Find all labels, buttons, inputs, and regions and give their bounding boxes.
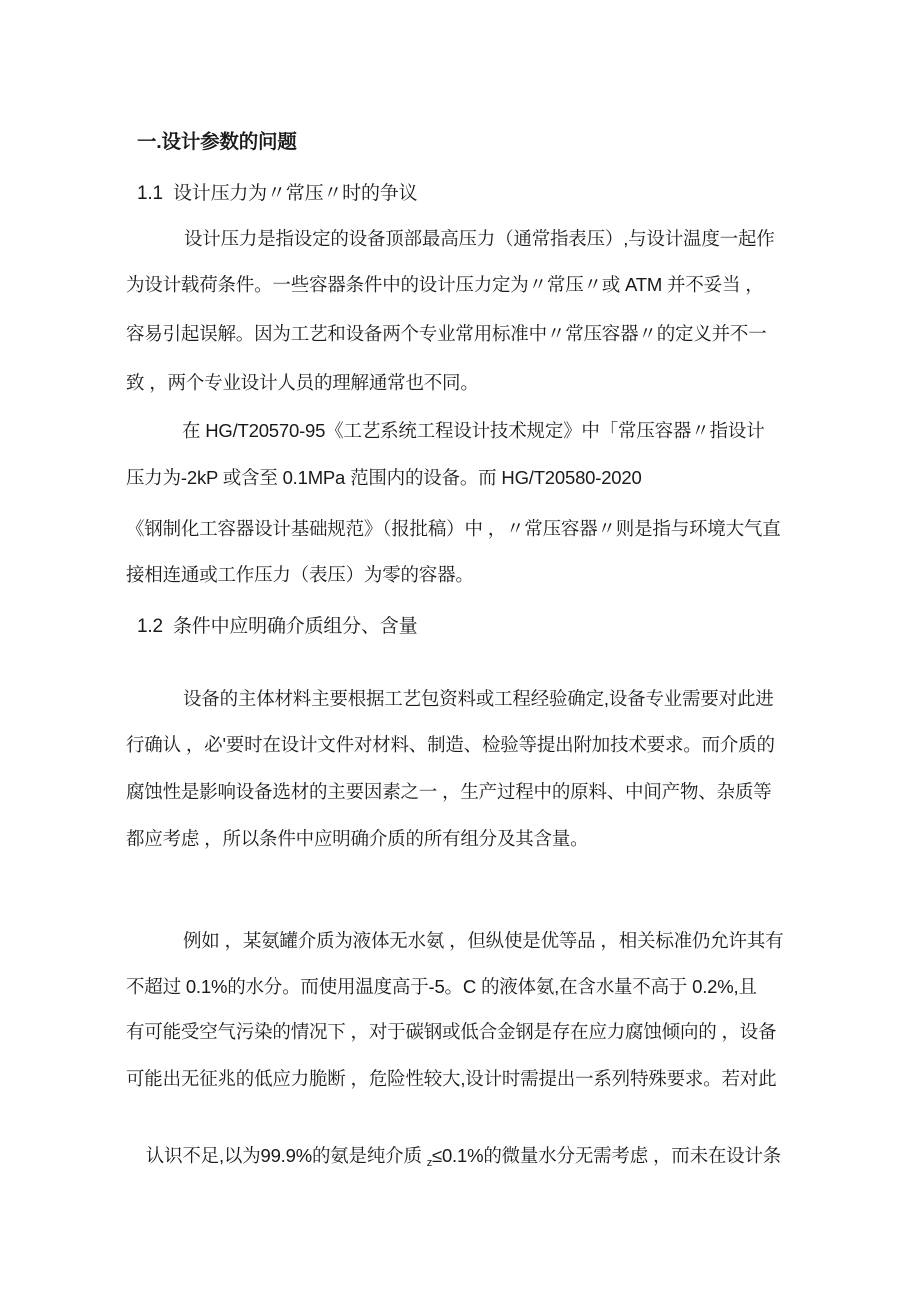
section-heading-1-2: 1.2 条件中应明确介质组分、含量 [137, 616, 418, 637]
paragraph-line: 为设计载荷条件。一些容器条件中的设计压力定为〃常压〃或 ATM 并不妥当 ， [126, 274, 764, 295]
paragraph-line: 《钢制化工容器设计基础规范》（报批稿）中 ，〃常压容器〃则是指与环境大气直 [126, 518, 781, 539]
paragraph-line: 腐蚀性是影响设备选材的主要因素之一 ，生产过程中的原料、中间产物、杂质等 [126, 781, 772, 802]
paragraph-line: 都应考虑 ，所以条件中应明确介质的所有组分及其含量。 [126, 828, 589, 849]
section-heading-1-1: 1.1 设计压力为〃常压〃时的争议 [137, 183, 418, 204]
paragraph-text-segment: ≤0.1%的微量水分无需考虑 ，而未在设计条 [432, 1145, 782, 1166]
paragraph-line: 容易引起误解。因为工艺和设备两个专业常用标准中〃常压容器〃的定义并不一 [126, 323, 767, 344]
paragraph-line: 设备的主体材料主要根据工艺包资料或工程经验确定,设备专业需要对此进 [183, 688, 774, 709]
paragraph-line: 例如 ，某氨罐介质为液体无水氨 ，但纵使是优等品 ，相关标准仍允许其有 [183, 930, 784, 951]
paragraph-line: 不超过 0.1%的水分。而使用温度高于-5。C 的液体氨,在含水量不高于 0.2%,且 [126, 976, 757, 997]
paragraph-line: 可能出无征兆的低应力脆断 ，危险性较大,设计时需提出一系列特殊要求。若对此 [126, 1068, 777, 1089]
paragraph-line: 接相连通或工作压力（表压）为零的容器。 [126, 564, 474, 585]
paragraph-line: 行确认 ，必'要时在设计文件对材料、制造、检验等提出附加技术要求。而介质的 [126, 734, 775, 755]
subscript-z: z [426, 1157, 433, 1169]
paragraph-line [126, 1118, 781, 1197]
paragraph-text-segment: 认识不足,以为99.9%的氨是纯介质 [145, 1145, 427, 1166]
paragraph-line: 设计压力是指设定的设备顶部最高压力（通常指表压）,与设计温度一起作 [184, 228, 775, 249]
paragraph-line: 致 ，两个专业设计人员的理解通常也不同。 [126, 372, 479, 393]
paragraph-line: 在 HG/T20570-95《工艺系统工程设计技术规定》中「常压容器〃指设计 [182, 420, 765, 441]
document-title: 一.设计参数的问题 [137, 131, 297, 153]
paragraph-line: 有可能受空气污染的情况下 ，对于碳钢或低合金钢是存在应力腐蚀倾向的 ，设备 [126, 1021, 777, 1042]
paragraph-line: 压力为-2kP 或含至 0.1MPa 范围内的设备。而 HG/T20580-2020 [126, 467, 642, 488]
